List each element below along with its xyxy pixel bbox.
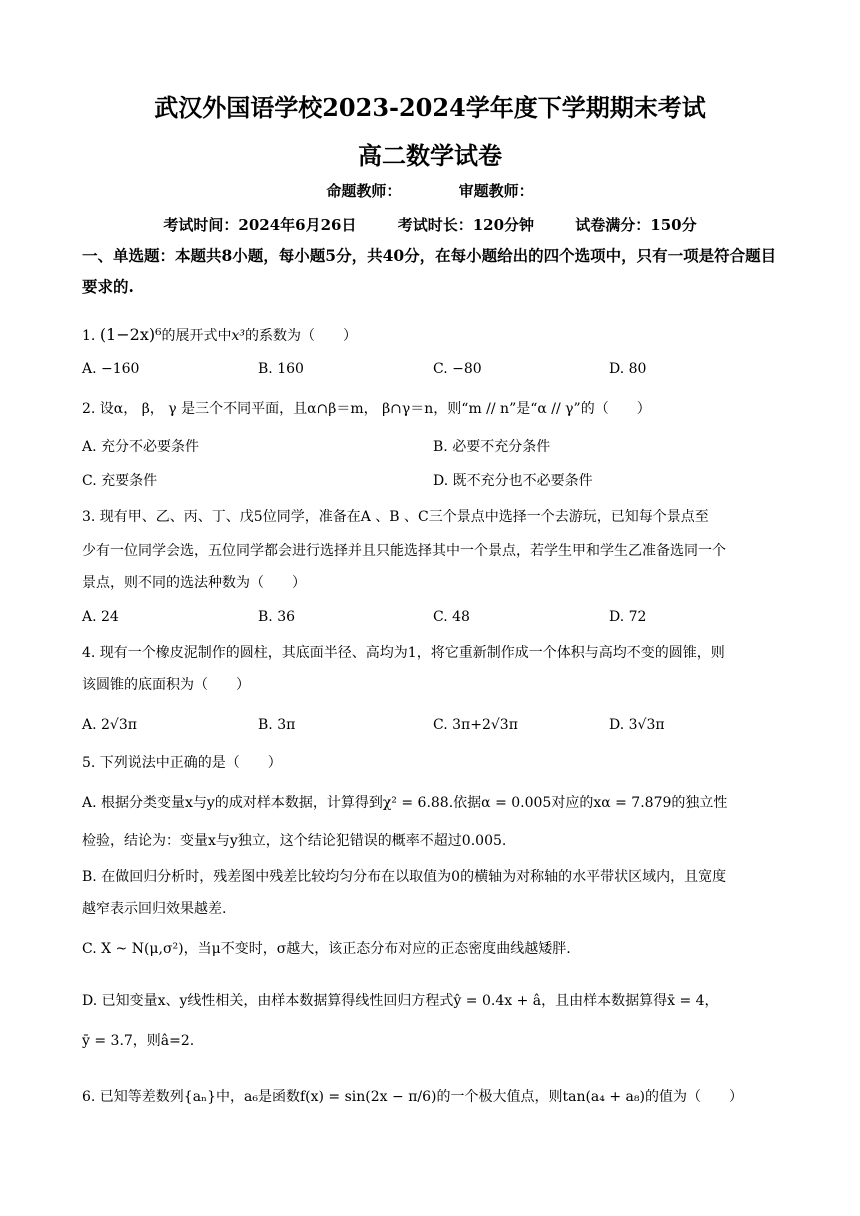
q1-text: 的展开式中 [161, 328, 232, 344]
exam-title: 武汉外国语学校2023-2024学年度下学期期末考试 [154, 93, 706, 122]
q5-option-a-line-2: 检验，结论为：变量x与y独立，这个结论犯错误的概率不超过0.005. [82, 833, 507, 849]
section-heading: 一、单选题：本题共8小题，每小题5分，共40分，在每小题给出的四个选项中，只有一项是符合题目要求的. [82, 246, 777, 296]
question-3-line-2: 少有一位同学会选，五位同学都会进行选择并且只能选择其中一个景点，若学生甲和学生乙准备选同一个 [82, 543, 726, 559]
question-5-stem: 5. 下列说法中正确的是（ ） [82, 755, 282, 771]
q5-option-b-line-1: B. 在做回归分析时，残差图中残差比较均匀分布在以取值为0的横轴为对称轴的水平带状区域内，且宽度 [82, 869, 727, 885]
question-4-line-1: 4. 现有一个橡皮泥制作的圆柱，其底面半径、高均为1，将它重新制作成一个体积与高均不变的圆锥，则 [82, 645, 725, 661]
q1-option-a: A. −160 [82, 361, 140, 377]
exam-subtitle: 高二数学试卷 [358, 141, 502, 170]
teacher-line [0, 180, 860, 201]
q5-option-c: C. X ~ N(μ,σ²)，当μ不变时，σ越大，该正态分布对应的正态密度曲线越矮胖. [82, 941, 571, 957]
q5-option-d-line-2: ȳ = 3.7，则â=2. [82, 1033, 195, 1049]
question-3-line-1: 3. 现有甲、乙、丙、丁、戊5位同学，准备在A 、B 、C三个景点中选择一个去游玩，已知每个景点至 [82, 509, 709, 525]
q1-number: 1. [82, 328, 96, 344]
q1-expression: (1−2x)⁶ [99, 325, 162, 344]
q4-option-a: A. 2√3π [82, 717, 137, 733]
proposer-label: 命题教师： [326, 182, 402, 200]
q3-option-d: D. 72 [609, 609, 647, 625]
exam-duration: 考试时长：120分钟 [397, 216, 535, 234]
q4-option-b: B. 3π [258, 717, 296, 733]
exam-time: 考试时间：2024年6月26日 [163, 216, 357, 234]
question-4-line-2: 该圆锥的底面积为（ ） [82, 677, 250, 693]
q4-option-d: D. 3√3π [609, 717, 665, 733]
question-6: 6. 已知等差数列{aₙ}中，a₆是函数f(x) = sin(2x − π/6)的一个极大值点，则tan(a₄ + a₈)的值为（ ） [82, 1089, 743, 1105]
q2-option-b: B. 必要不充分条件 [433, 439, 551, 455]
question-2: 2. 设α， β， γ 是三个不同平面，且α∩β＝m， β∩γ＝n，则“m // n”是“α // γ”的（ ） [82, 401, 651, 417]
q2-option-a: A. 充分不必要条件 [82, 439, 200, 455]
q5-option-d-line-1: D. 已知变量x、y线性相关，由样本数据算得线性回归方程式ŷ = 0.4x + â，且由样本数据算得x̄ = 4， [82, 993, 719, 1009]
q5-option-b-line-2: 越窄表示回归效果越差. [82, 901, 227, 917]
q3-option-a: A. 24 [82, 609, 119, 625]
q2-option-c: C. 充要条件 [82, 473, 158, 489]
q1-option-c: C. −80 [433, 361, 482, 377]
question-1 [82, 324, 782, 347]
q5-option-a-line-1: A. 根据分类变量x与y的成对样本数据，计算得到χ² = 6.88.依据α = 0.005对应的xα = 7.879的独立性 [82, 795, 728, 811]
question-3-line-3: 景点，则不同的选法种数为（ ） [82, 575, 306, 591]
full-score: 试卷满分：150分 [575, 216, 697, 234]
q3-option-c: C. 48 [433, 609, 470, 625]
q1-option-d: D. 80 [609, 361, 647, 377]
q2-option-d: D. 既不充分也不必要条件 [433, 473, 593, 489]
q1-option-b: B. 160 [258, 361, 304, 377]
q4-option-c: C. 3π+2√3π [433, 717, 518, 733]
reviewer-label: 审题教师： [458, 182, 534, 200]
q1-variable: x³ [231, 328, 246, 344]
q1-text-end: 的系数为（ ） [245, 328, 358, 344]
exam-info-line [0, 214, 860, 235]
q3-option-b: B. 36 [258, 609, 296, 625]
